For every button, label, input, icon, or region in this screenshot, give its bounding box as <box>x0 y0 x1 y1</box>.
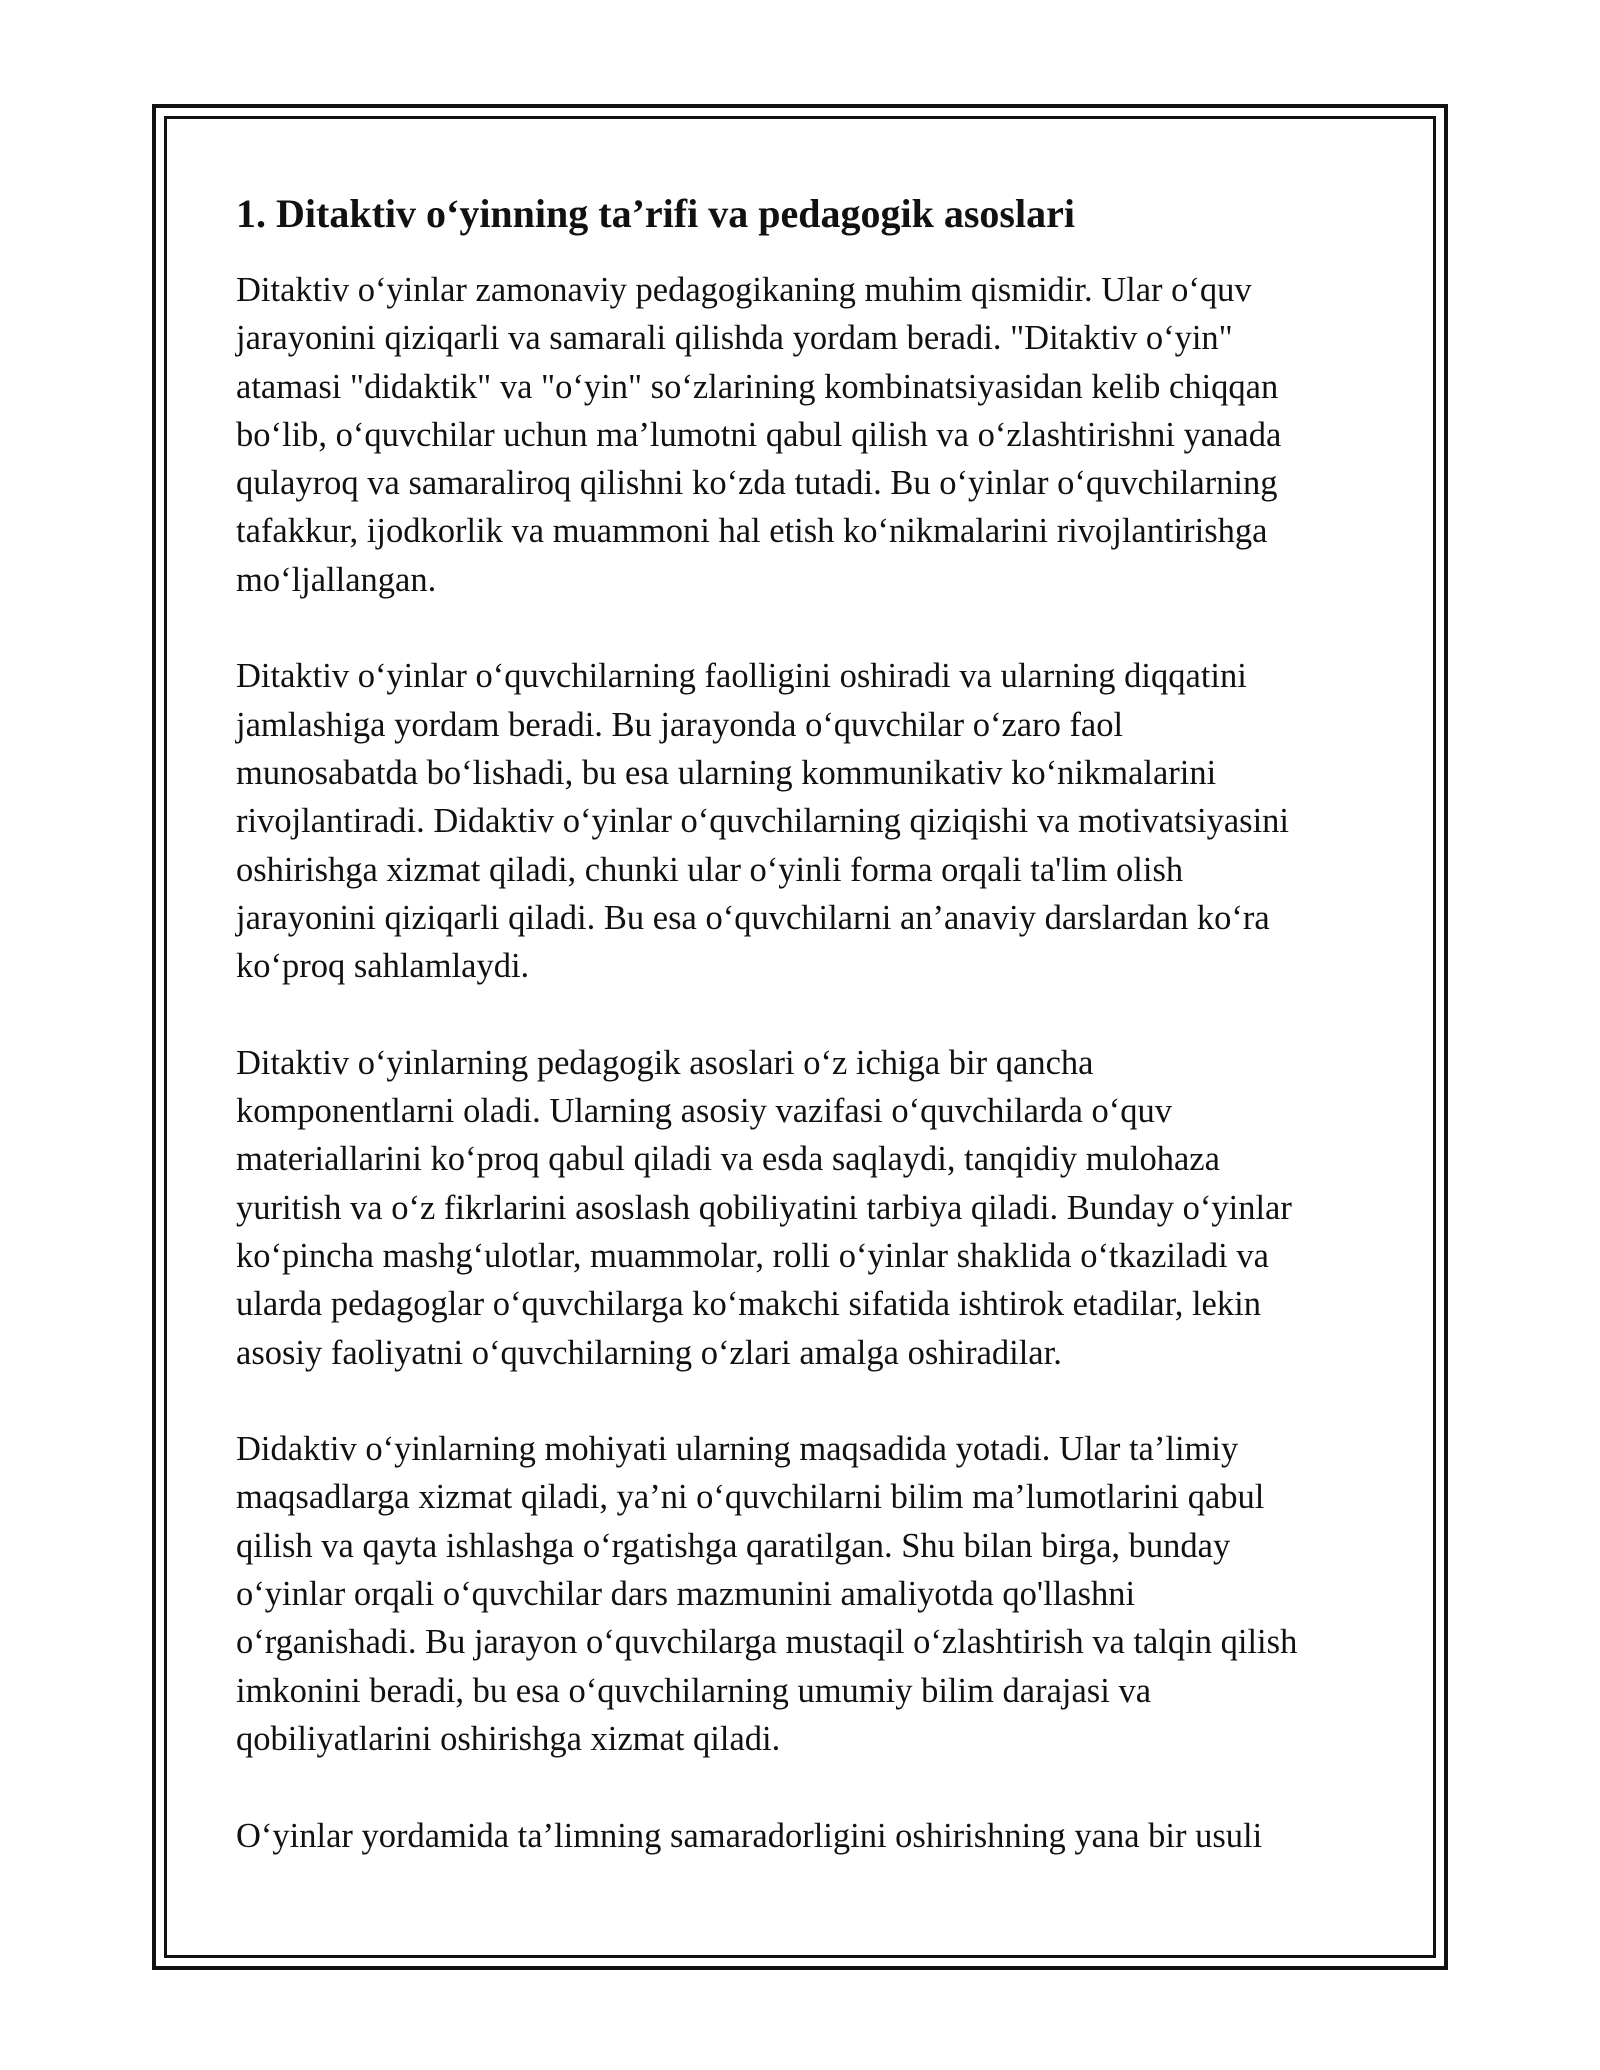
text-line: qulayroq va samaraliroq qilishni ko‘zda tutadi. Bu o‘yinlar o‘quvchilarning <box>236 464 1278 503</box>
text-line: oshirishga xizmat qiladi, chunki ular o‘yinli forma orqali ta'lim olish <box>236 850 1184 889</box>
document-body <box>236 188 1386 1908</box>
text-line: Didaktiv o‘yinlarning mohiyati ularning maqsadida yotadi. Ular ta’limiy <box>236 1430 1239 1469</box>
text-line: maqsadlarga xizmat qiladi, ya’ni o‘quvchilarni bilim ma’lumotlarini qabul <box>236 1478 1265 1517</box>
paragraph-2 <box>236 652 1386 990</box>
text-line: jarayonini qiziqarli qiladi. Bu esa o‘quvchilarni an’anaviy darslardan ko‘ra <box>236 898 1270 937</box>
text-line: munosabatda bo‘lishadi, bu esa ularning kommunikativ ko‘nikmalarini <box>236 753 1217 792</box>
text-line: rivojlantiradi. Didaktiv o‘yinlar o‘quvchilarning qiziqishi va motivatsiyasini <box>236 802 1290 841</box>
text-line: atamasi "didaktik" va "o‘yin" so‘zlarining kombinatsiyasidan kelib chiqqan <box>236 367 1279 406</box>
text-line: o‘rganishadi. Bu jarayon o‘quvchilarga mustaqil o‘zlashtirish va talqin qilish <box>236 1623 1298 1662</box>
paragraph-4 <box>236 1425 1386 1763</box>
text-line: komponentlarni oladi. Ularning asosiy vazifasi o‘quvchilarda o‘quv <box>236 1092 1173 1131</box>
text-line: ko‘proq sahlamlaydi. <box>236 947 530 986</box>
text-line: mo‘ljallangan. <box>236 560 437 599</box>
text-line: Ditaktiv o‘yinlarning pedagogik asoslari o‘z ichiga bir qancha <box>236 1043 1094 1082</box>
text-line: jamlashiga yordam beradi. Bu jarayonda o‘quvchilar o‘zaro faol <box>236 705 1124 744</box>
text-line: jarayonini qiziqarli va samarali qilishda yordam beradi. "Ditaktiv o‘yin" <box>236 319 1233 358</box>
text-line: Ditaktiv o‘yinlar o‘quvchilarning faolligini oshiradi va ularning diqqatini <box>236 657 1247 696</box>
text-line: o‘yinlar orqali o‘quvchilar dars mazmunini amaliyotda qo'llashni <box>236 1575 1136 1614</box>
text-line: ko‘pincha mashg‘ulotlar, muammolar, rolli o‘yinlar shaklida o‘tkaziladi va <box>236 1236 1269 1275</box>
text-line: ularda pedagoglar o‘quvchilarga ko‘makchi sifatida ishtirok etadilar, lekin <box>236 1285 1261 1324</box>
text-line: asosiy faoliyatni o‘quvchilarning o‘zlari amalga oshiradilar. <box>236 1333 1062 1372</box>
text-line: yuritish va o‘z fikrlarini asoslash qobiliyatini tarbiya qiladi. Bunday o‘yinlar <box>236 1188 1292 1227</box>
paragraph-3 <box>236 1039 1386 1377</box>
text-line: O‘yinlar yordamida ta’limning samaradorligini oshirishning yana bir usuli <box>236 1816 1263 1855</box>
paragraph-5 <box>236 1812 1386 1860</box>
text-line: Ditaktiv o‘yinlar zamonaviy pedagogikaning muhim qismidir. Ular o‘quv <box>236 271 1252 309</box>
text-line: tafakkur, ijodkorlik va muammoni hal etish ko‘nikmalarini rivojlantirishga <box>236 512 1268 551</box>
section-heading: 1. Ditaktiv o‘yinning ta’rifi va pedagogik asoslari <box>236 191 1075 236</box>
text-line: imkonini beradi, bu esa o‘quvchilarning umumiy bilim darajasi va <box>236 1671 1152 1710</box>
text-line: qilish va qayta ishlashga o‘rgatishga qaratilgan. Shu bilan birga, bunday <box>236 1526 1231 1565</box>
paragraph-1 <box>236 266 1386 604</box>
text-line: materiallarini ko‘proq qabul qiladi va esda saqlaydi, tanqidiy mulohaza <box>236 1140 1220 1179</box>
text-line: bo‘lib, o‘quvchilar uchun ma’lumotni qabul qilish va o‘zlashtirishni yanada <box>236 415 1282 454</box>
text-line: qobiliyatlarini oshirishga xizmat qiladi. <box>236 1719 781 1758</box>
